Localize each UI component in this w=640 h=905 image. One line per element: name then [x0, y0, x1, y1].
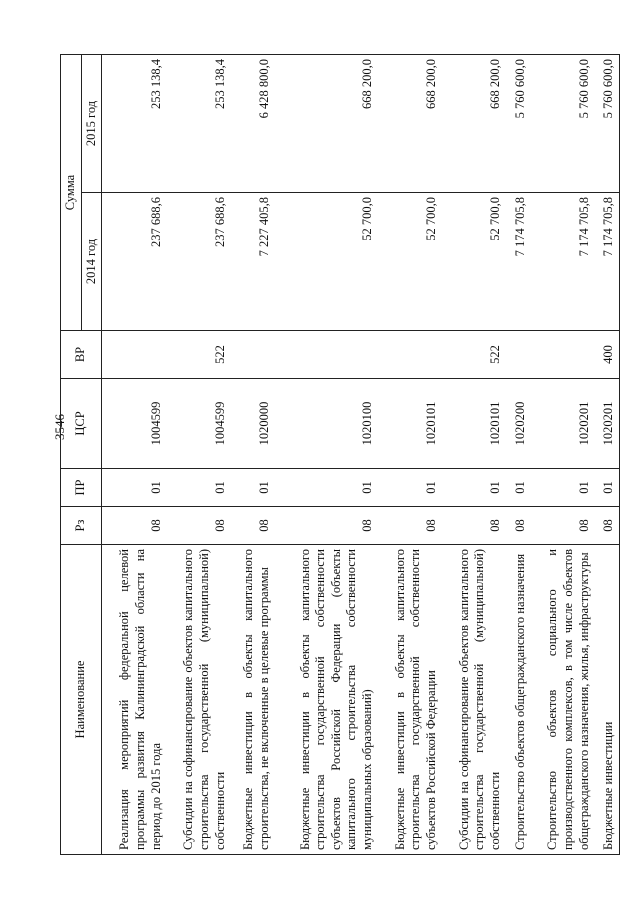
cell-pr: 01	[166, 469, 230, 507]
cell-pr: 01	[594, 469, 619, 507]
cell-rz: 08	[166, 507, 230, 545]
cell-vr	[102, 331, 167, 379]
table-row	[275, 55, 378, 855]
cell-y2014: 52 700,0	[378, 193, 442, 331]
cell-name: Реализация мероприятий федеральной целевой программы развития Калининградской области на период до 2015 года	[102, 545, 167, 855]
cell-pr: 01	[230, 469, 274, 507]
cell-name: Бюджетные инвестиции	[594, 545, 619, 855]
cell-y2015: 668 200,0	[378, 55, 442, 193]
table-row	[378, 55, 442, 855]
cell-pr: 01	[506, 469, 531, 507]
cell-y2014: 7 174 705,8	[594, 193, 619, 331]
cell-vr: 522	[442, 331, 506, 379]
page-number: 3546	[52, 414, 67, 440]
cell-rz: 08	[275, 507, 378, 545]
cell-rz: 08	[442, 507, 506, 545]
cell-y2015: 5 760 600,0	[594, 55, 619, 193]
cell-y2015: 6 428 800,0	[230, 55, 274, 193]
cell-vr	[230, 331, 274, 379]
header-2015: 2015 год	[81, 55, 102, 193]
cell-y2015: 668 200,0	[442, 55, 506, 193]
cell-name: Бюджетные инвестиции в объекты капитального строительства государственной собственности субъектов Российской Федерации	[378, 545, 442, 855]
cell-y2015: 253 138,4	[102, 55, 167, 193]
cell-csr: 1020200	[506, 379, 531, 469]
cell-y2015: 5 760 600,0	[506, 55, 531, 193]
cell-pr: 01	[275, 469, 378, 507]
cell-name: Субсидии на софинансирование объектов капитального строительства государственной (муниципальной) собственности	[166, 545, 230, 855]
cell-name: Бюджетные инвестиции в объекты капитального строительства, не включенные в целевые программы	[230, 545, 274, 855]
header-name: Наименование	[61, 545, 102, 855]
cell-csr: 1020201	[530, 379, 594, 469]
header-vr: ВР	[61, 331, 102, 379]
cell-pr: 01	[102, 469, 167, 507]
cell-pr: 01	[442, 469, 506, 507]
cell-rz: 08	[506, 507, 531, 545]
cell-csr: 1020100	[275, 379, 378, 469]
header-csr: ЦСР	[61, 379, 102, 469]
table-body	[102, 55, 620, 855]
cell-vr	[530, 331, 594, 379]
cell-y2014: 52 700,0	[442, 193, 506, 331]
budget-table-rotated	[60, 55, 620, 855]
cell-name: Строительство объектов общегражданского назначения	[506, 545, 531, 855]
budget-table	[60, 54, 620, 855]
cell-y2015: 253 138,4	[166, 55, 230, 193]
cell-rz: 08	[230, 507, 274, 545]
table-row	[166, 55, 230, 855]
cell-vr	[506, 331, 531, 379]
cell-name: Субсидии на софинансирование объектов капитального строительства государственной (муниципальной) собственности	[442, 545, 506, 855]
cell-y2014: 7 174 705,8	[506, 193, 531, 331]
table-row	[506, 55, 531, 855]
cell-vr	[378, 331, 442, 379]
cell-name: Бюджетные инвестиции в объекты капитального строительства государственной собственности субъектов Российской Федерации (объекты капитального строительства собственности муниципальных образований)	[275, 545, 378, 855]
header-2014: 2014 год	[81, 193, 102, 331]
table-row	[102, 55, 167, 855]
cell-y2014: 52 700,0	[275, 193, 378, 331]
table-row	[594, 55, 619, 855]
header-rz: Рз	[61, 507, 102, 545]
cell-vr	[275, 331, 378, 379]
cell-csr: 1020101	[442, 379, 506, 469]
cell-pr: 01	[378, 469, 442, 507]
cell-csr: 1020000	[230, 379, 274, 469]
table-header	[61, 55, 102, 855]
cell-rz: 08	[594, 507, 619, 545]
cell-y2014: 237 688,6	[102, 193, 167, 331]
header-pr: ПР	[61, 469, 102, 507]
cell-vr: 400	[594, 331, 619, 379]
table-row	[442, 55, 506, 855]
table-row	[530, 55, 594, 855]
cell-y2014: 7 227 405,8	[230, 193, 274, 331]
table-row	[230, 55, 274, 855]
cell-y2015: 5 760 600,0	[530, 55, 594, 193]
cell-y2014: 7 174 705,8	[530, 193, 594, 331]
cell-pr: 01	[530, 469, 594, 507]
cell-csr: 1020101	[378, 379, 442, 469]
cell-rz: 08	[530, 507, 594, 545]
cell-csr: 1004599	[102, 379, 167, 469]
header-sum: Сумма	[61, 55, 82, 331]
cell-csr: 1004599	[166, 379, 230, 469]
cell-rz: 08	[102, 507, 167, 545]
cell-y2014: 237 688,6	[166, 193, 230, 331]
cell-vr: 522	[166, 331, 230, 379]
cell-y2015: 668 200,0	[275, 55, 378, 193]
cell-csr: 1020201	[594, 379, 619, 469]
cell-name: Строительство объектов социального и производственного комплексов, в том числе объектов общегражданского назначения, жилья, инфраструктуры	[530, 545, 594, 855]
cell-rz: 08	[378, 507, 442, 545]
